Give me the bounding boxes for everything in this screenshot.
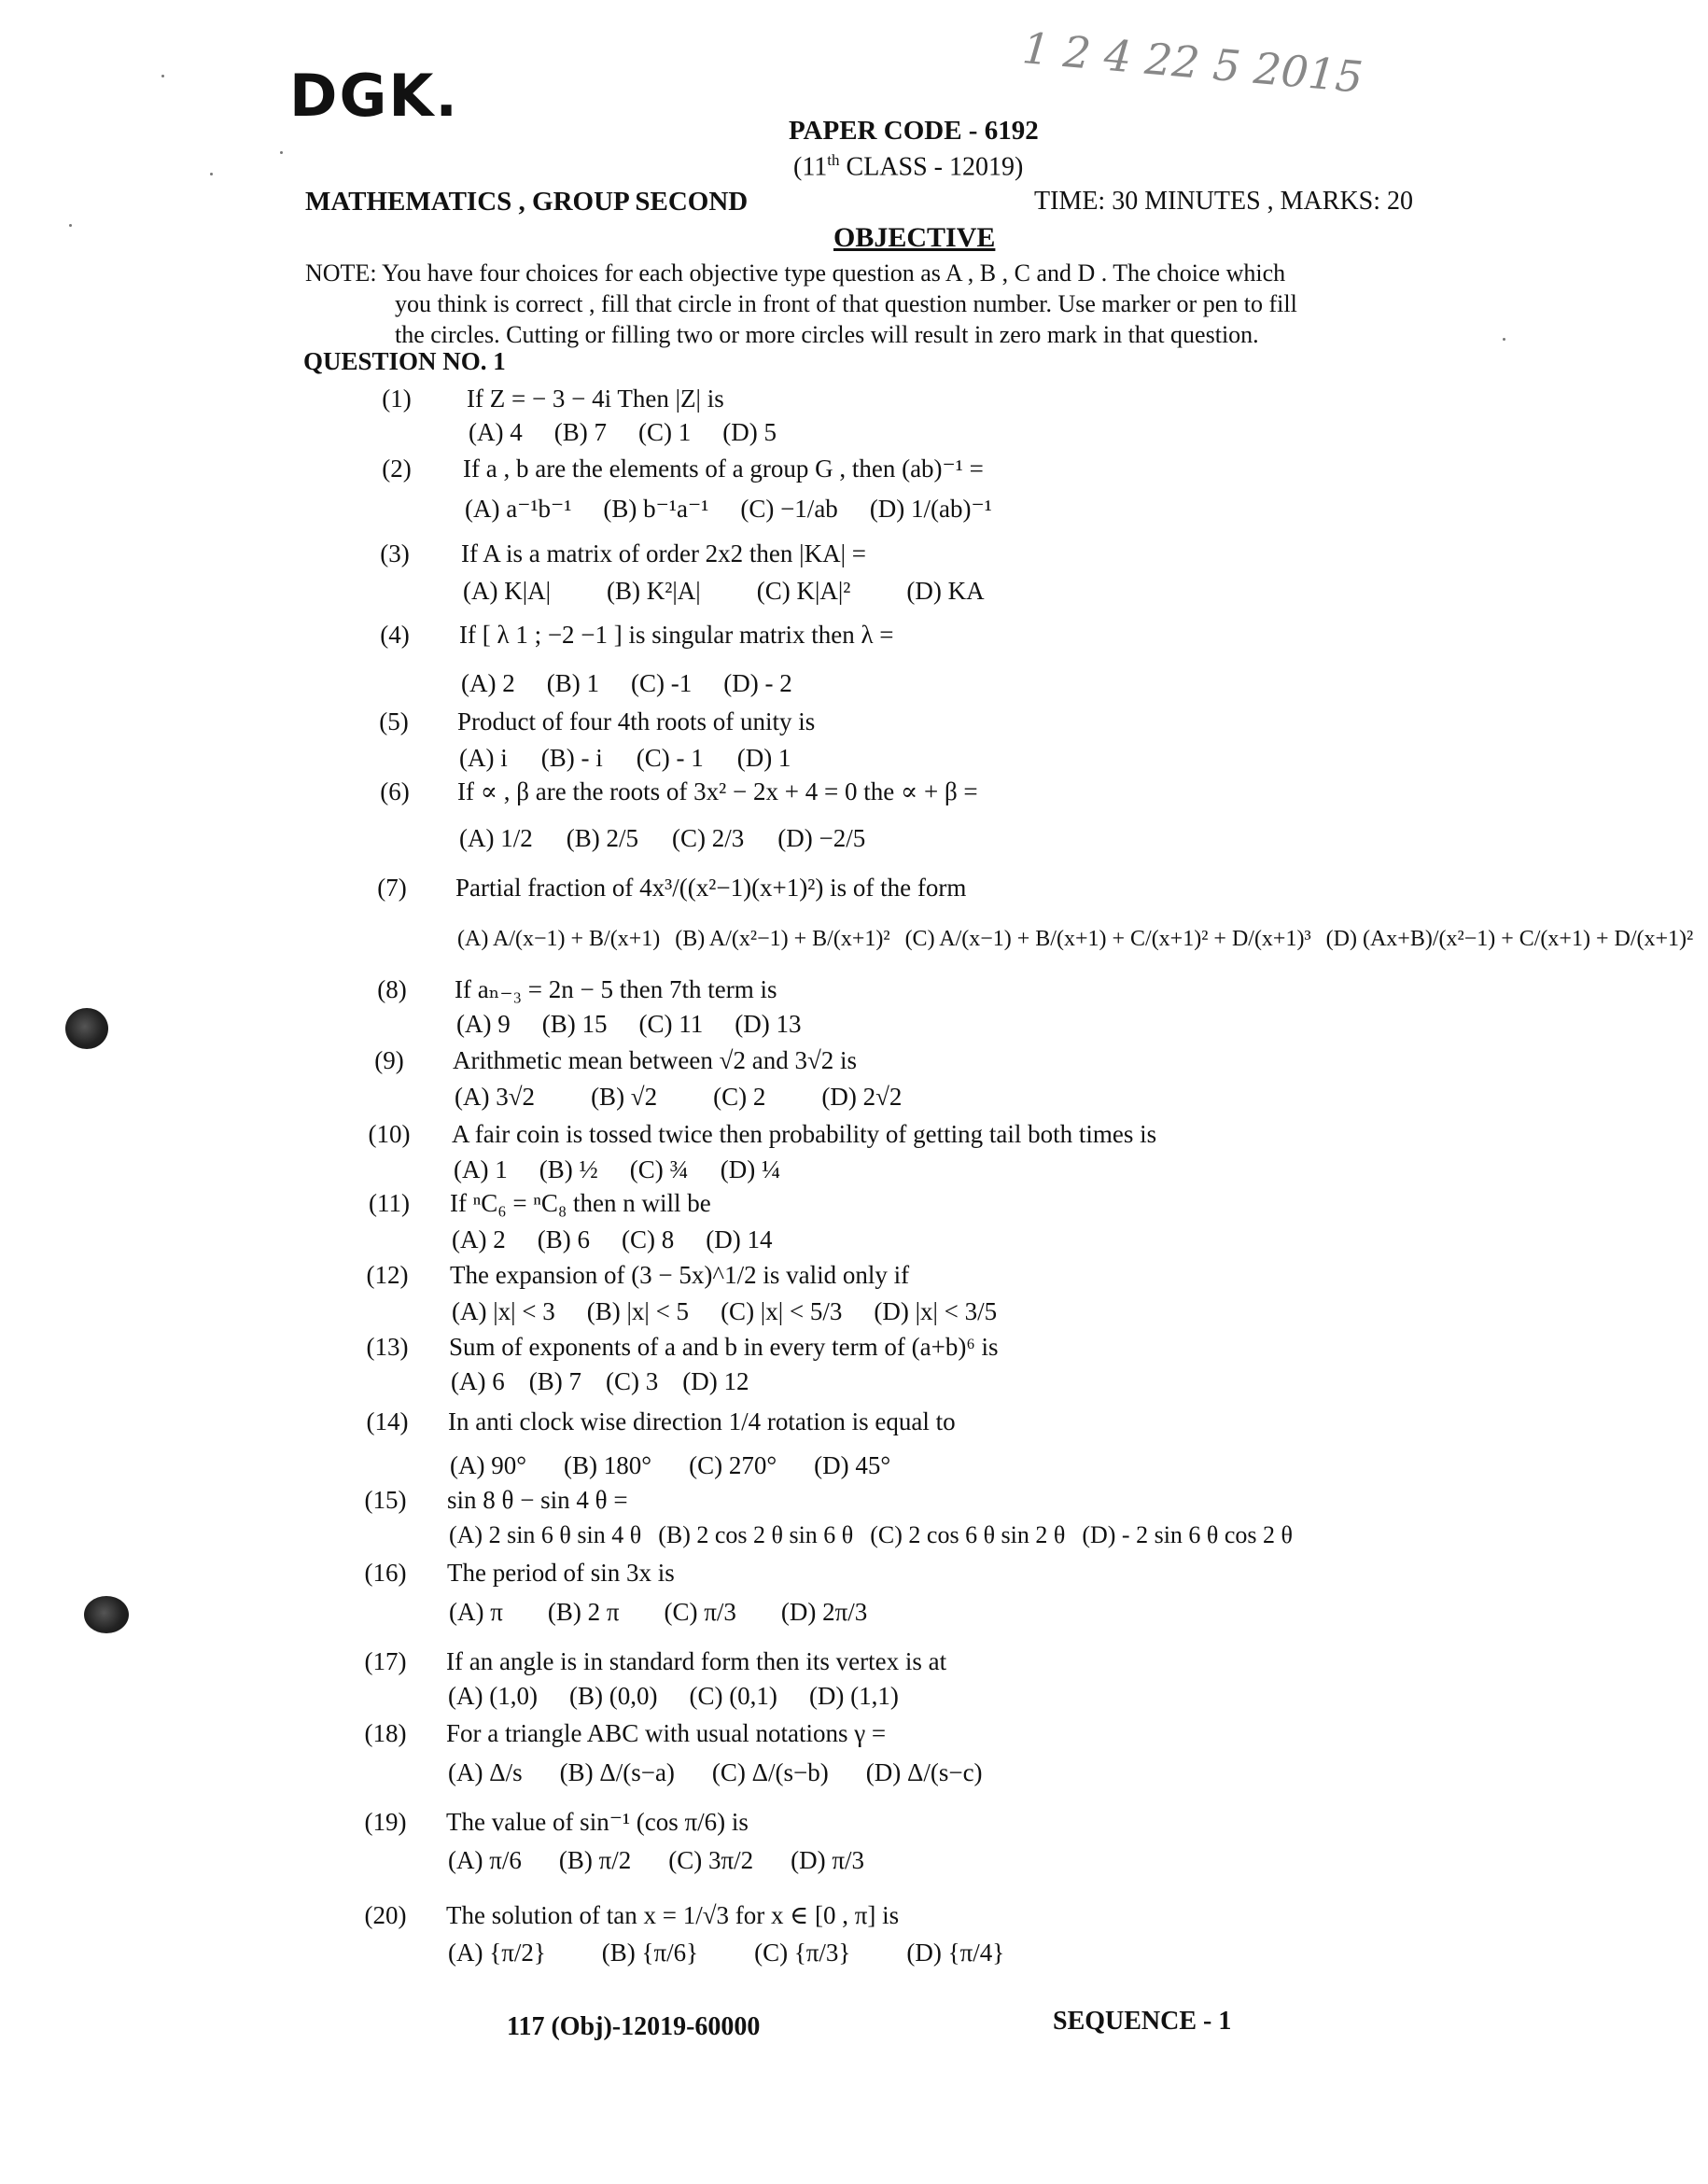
time-marks: TIME: 30 MINUTES , MARKS: 20 — [1034, 187, 1414, 216]
answer-option[interactable]: (A) (1,0) — [448, 1682, 538, 1710]
scan-speck — [210, 173, 213, 175]
answer-option[interactable]: (B) {π/6} — [601, 1939, 699, 1967]
answer-option[interactable]: (D) −2/5 — [777, 824, 866, 852]
scan-speck — [69, 224, 72, 227]
section-objective: OBJECTIVE — [833, 222, 996, 253]
answer-option[interactable]: (C) 2 — [713, 1083, 766, 1111]
answer-options — [450, 1451, 928, 1480]
answer-option[interactable]: (D) |x| < 3/5 — [874, 1297, 998, 1325]
paper-code: PAPER CODE - 6192 — [789, 116, 1039, 146]
answer-option[interactable]: (C) -1 — [630, 669, 693, 697]
question-text: If Z = − 3 − 4i Then |Z| is — [467, 385, 724, 413]
answer-option[interactable]: (C) 3 — [605, 1367, 659, 1395]
question-number: (5) — [379, 707, 409, 735]
question-text: If an angle is in standard form then its vertex is at — [446, 1647, 947, 1675]
question-number: (7) — [377, 874, 407, 902]
question-number: (2) — [382, 455, 412, 483]
question-text: The period of sin 3x is — [447, 1559, 675, 1587]
answer-option[interactable]: (C) Δ/(s−b) — [711, 1758, 829, 1786]
question-number: (14) — [366, 1407, 409, 1435]
question-text: The value of sin⁻¹ (cos π/6) is — [446, 1808, 749, 1836]
answer-option[interactable]: (A) 2 sin 6 θ sin 4 θ — [449, 1521, 642, 1548]
footer-code: 117 (Obj)-12019-60000 — [507, 2012, 761, 2041]
question-text: Partial fraction of 4x³/((x²−1)(x+1)²) is of the form — [455, 874, 967, 902]
question-number: (15) — [364, 1486, 407, 1514]
answer-option[interactable]: (D) - 2 — [723, 669, 792, 697]
answer-option[interactable]: (B) π/2 — [558, 1846, 632, 1874]
answer-option[interactable]: (A) i — [459, 744, 508, 772]
question-number: (4) — [380, 621, 410, 649]
answer-options — [456, 1010, 833, 1039]
question-text: If A is a matrix of order 2x2 then |KA| = — [461, 539, 866, 567]
answer-option[interactable]: (B) A/(x²−1) + B/(x+1)² — [675, 927, 890, 951]
question-number: (10) — [368, 1120, 411, 1148]
answer-options — [459, 824, 899, 853]
answer-option[interactable]: (C) 3π/2 — [668, 1846, 754, 1874]
answer-option[interactable]: (A) 2 — [461, 669, 515, 697]
question-number: (6) — [380, 777, 410, 805]
answer-option[interactable]: (D) 1/(ab)⁻¹ — [869, 495, 992, 523]
answer-option[interactable]: (D) (1,1) — [808, 1682, 899, 1710]
question-text: If aₙ₋₃ = 2n − 5 then 7th term is — [455, 975, 777, 1003]
answer-option[interactable]: (A) 6 — [451, 1367, 505, 1395]
answer-option[interactable]: (B) 2/5 — [566, 824, 638, 852]
answer-option[interactable]: (D) 2√2 — [821, 1083, 903, 1111]
answer-option[interactable]: (B) - i — [540, 744, 603, 772]
question-number: (3) — [380, 539, 410, 567]
answer-option[interactable]: (B) 1 — [546, 669, 599, 697]
answer-option[interactable]: (A) |x| < 3 — [452, 1297, 555, 1325]
question-number: (19) — [364, 1808, 407, 1836]
answer-option[interactable]: (A) 4 — [469, 418, 523, 446]
class-line: (11th CLASS - 12019) — [793, 151, 1024, 182]
answer-option[interactable]: (D) Δ/(s−c) — [865, 1758, 983, 1786]
answer-option[interactable]: (C) 270° — [689, 1451, 777, 1479]
answer-option[interactable]: (B) ½ — [539, 1155, 598, 1183]
answer-option[interactable]: (B) K²|A| — [607, 577, 701, 605]
answer-options — [448, 1682, 931, 1711]
scan-speck — [1503, 338, 1505, 341]
answer-options — [449, 1521, 1309, 1549]
answer-options — [463, 577, 1041, 606]
answer-options — [448, 1758, 1020, 1787]
note-line-1: NOTE: You have four choices for each objective type question as A , B , C and D . The choice which — [305, 259, 1286, 287]
scan-speck — [280, 151, 283, 154]
question-text: If [ λ 1 ; −2 −1 ] is singular matrix then λ = — [459, 621, 894, 649]
question-number: (12) — [366, 1261, 409, 1289]
answer-option[interactable]: (C) π/3 — [664, 1598, 736, 1626]
handwritten-initials: DGK. — [289, 62, 459, 130]
scan-speck — [161, 75, 164, 77]
subject-title: MATHEMATICS , GROUP SECOND — [305, 187, 749, 217]
answer-option[interactable]: (A) 2 — [452, 1225, 506, 1253]
answer-option[interactable]: (B) 6 — [537, 1225, 590, 1253]
answer-option[interactable]: (C) (0,1) — [689, 1682, 777, 1710]
answer-options — [455, 1083, 958, 1112]
answer-option[interactable]: (B) |x| < 5 — [586, 1297, 690, 1325]
answer-option[interactable]: (A) {π/2} — [448, 1939, 546, 1967]
question-text: The expansion of (3 − 5x)^1/2 is valid only if — [450, 1261, 910, 1289]
question-number: (20) — [364, 1901, 407, 1929]
answer-option[interactable]: (A) π/6 — [448, 1846, 522, 1874]
answer-options — [454, 1155, 812, 1184]
answer-option[interactable]: (D) 2π/3 — [780, 1598, 868, 1626]
answer-option[interactable]: (A) π — [449, 1598, 503, 1626]
question-number: (13) — [366, 1333, 409, 1361]
answer-option[interactable]: (D) 12 — [682, 1367, 749, 1395]
handwritten-scribble: 1 2 4 22 5 2015 — [1020, 22, 1365, 103]
note-line-3: the circles. Cutting or filling two or more circles will result in zero mark in that question. — [395, 321, 1259, 348]
answer-options — [452, 1225, 804, 1254]
answer-option[interactable]: (A) A/(x−1) + B/(x+1) — [457, 927, 661, 951]
answer-option[interactable]: (A) 1/2 — [459, 824, 533, 852]
answer-option[interactable]: (D) 1 — [736, 744, 791, 772]
answer-option[interactable]: (B) 2 cos 2 θ sin 6 θ — [658, 1521, 854, 1548]
answer-option[interactable]: (C) ¾ — [629, 1155, 689, 1183]
punch-hole-mark — [84, 1596, 129, 1633]
answer-options — [457, 927, 1708, 952]
answer-option[interactable]: (A) K|A| — [463, 577, 552, 605]
question-number: (18) — [364, 1719, 407, 1747]
question-text: If a , b are the elements of a group G , then (ab)⁻¹ = — [463, 455, 984, 483]
answer-option[interactable]: (B) 7 — [553, 418, 607, 446]
answer-option[interactable]: (A) a⁻¹b⁻¹ — [465, 495, 572, 523]
footer-sequence: SEQUENCE - 1 — [1053, 2007, 1232, 2036]
question-text: The solution of tan x = 1/√3 for x ∈ [0 , π] is — [446, 1901, 900, 1929]
question-number: (9) — [374, 1046, 404, 1074]
question-text: Arithmetic mean between √2 and 3√2 is — [453, 1046, 858, 1074]
answer-option[interactable]: (C) 8 — [621, 1225, 675, 1253]
punch-hole-mark — [65, 1008, 108, 1049]
answer-option[interactable]: (D) 45° — [814, 1451, 891, 1479]
answer-option[interactable]: (B) 180° — [564, 1451, 652, 1479]
answer-option[interactable]: (D) ¼ — [720, 1155, 781, 1183]
answer-option[interactable]: (C) {π/3} — [754, 1939, 851, 1967]
answer-option[interactable]: (B) 2 π — [547, 1598, 620, 1626]
answer-option[interactable]: (A) 3√2 — [455, 1083, 536, 1111]
question-number: (11) — [369, 1189, 410, 1217]
answer-option[interactable]: (B) 7 — [528, 1367, 581, 1395]
instructions-note — [305, 258, 1425, 350]
question-text: If ∝ , β are the roots of 3x² − 2x + 4 = 0 the ∝ + β = — [457, 777, 978, 805]
answer-option[interactable]: (A) 1 — [454, 1155, 508, 1183]
answer-options — [448, 1846, 902, 1875]
question-number: (16) — [364, 1559, 407, 1587]
question-number: (17) — [364, 1647, 407, 1675]
answer-option[interactable]: (D) (Ax+B)/(x²−1) + C/(x+1) + D/(x+1)² — [1325, 927, 1694, 951]
answer-option[interactable]: (B) b⁻¹a⁻¹ — [603, 495, 709, 523]
answer-option[interactable]: (C) 1 — [637, 418, 692, 446]
answer-option[interactable]: (D) 5 — [722, 418, 777, 446]
question-text: Sum of exponents of a and b in every term of (a+b)⁶ is — [449, 1333, 999, 1361]
question-text: A fair coin is tossed twice then probability of getting tail both times is — [452, 1120, 1157, 1148]
answer-option[interactable]: (C) A/(x−1) + B/(x+1) + C/(x+1)² + D/(x+1)³ — [904, 927, 1311, 951]
answer-options — [461, 669, 824, 698]
answer-option[interactable]: (B) √2 — [591, 1083, 658, 1111]
answer-options — [469, 418, 808, 447]
answer-options — [448, 1939, 1060, 1967]
answer-option[interactable]: (D) 14 — [706, 1225, 773, 1253]
answer-option[interactable]: (D) KA — [906, 577, 985, 605]
answer-options — [465, 495, 1024, 524]
question-number: (1) — [382, 385, 412, 413]
answer-option[interactable]: (C) |x| < 5/3 — [721, 1297, 843, 1325]
question-header: QUESTION NO. 1 — [303, 347, 506, 375]
answer-option[interactable]: (C) 2 cos 6 θ sin 2 θ — [870, 1521, 1066, 1548]
answer-option[interactable]: (D) 13 — [735, 1010, 802, 1038]
question-text: If ⁿC₆ = ⁿC₈ then n will be — [450, 1189, 711, 1217]
answer-option[interactable]: (B) (0,0) — [568, 1682, 658, 1710]
answer-option[interactable]: (D) - 2 sin 6 θ cos 2 θ — [1082, 1521, 1294, 1548]
answer-option[interactable]: (A) Δ/s — [448, 1758, 523, 1786]
answer-option[interactable]: (A) 90° — [450, 1451, 527, 1479]
answer-option[interactable]: (C) - 1 — [636, 744, 704, 772]
question-text: sin 8 θ − sin 4 θ = — [447, 1486, 628, 1514]
answer-option[interactable]: (B) 15 — [541, 1010, 608, 1038]
answer-option[interactable]: (C) 2/3 — [671, 824, 745, 852]
question-text: For a triangle ABC with usual notations γ = — [446, 1719, 887, 1747]
question-number: (8) — [377, 975, 407, 1003]
note-line-2: you think is correct , fill that circle in front of that question number. Use marker or pen to fill — [395, 290, 1297, 317]
question-text: Product of four 4th roots of unity is — [457, 707, 816, 735]
question-text: In anti clock wise direction 1/4 rotation is equal to — [448, 1407, 956, 1435]
answer-options — [459, 744, 824, 773]
answer-options — [451, 1367, 773, 1396]
answer-options — [449, 1598, 912, 1627]
answer-option[interactable]: (C) −1/ab — [740, 495, 838, 523]
answer-option[interactable]: (D) π/3 — [791, 1846, 864, 1874]
answer-option[interactable]: (B) Δ/(s−a) — [559, 1758, 675, 1786]
answer-options — [452, 1297, 1029, 1326]
answer-option[interactable]: (D) {π/4} — [906, 1939, 1005, 1967]
answer-option[interactable]: (A) 9 — [456, 1010, 511, 1038]
answer-option[interactable]: (C) 11 — [638, 1010, 704, 1038]
answer-option[interactable]: (C) K|A|² — [756, 577, 851, 605]
